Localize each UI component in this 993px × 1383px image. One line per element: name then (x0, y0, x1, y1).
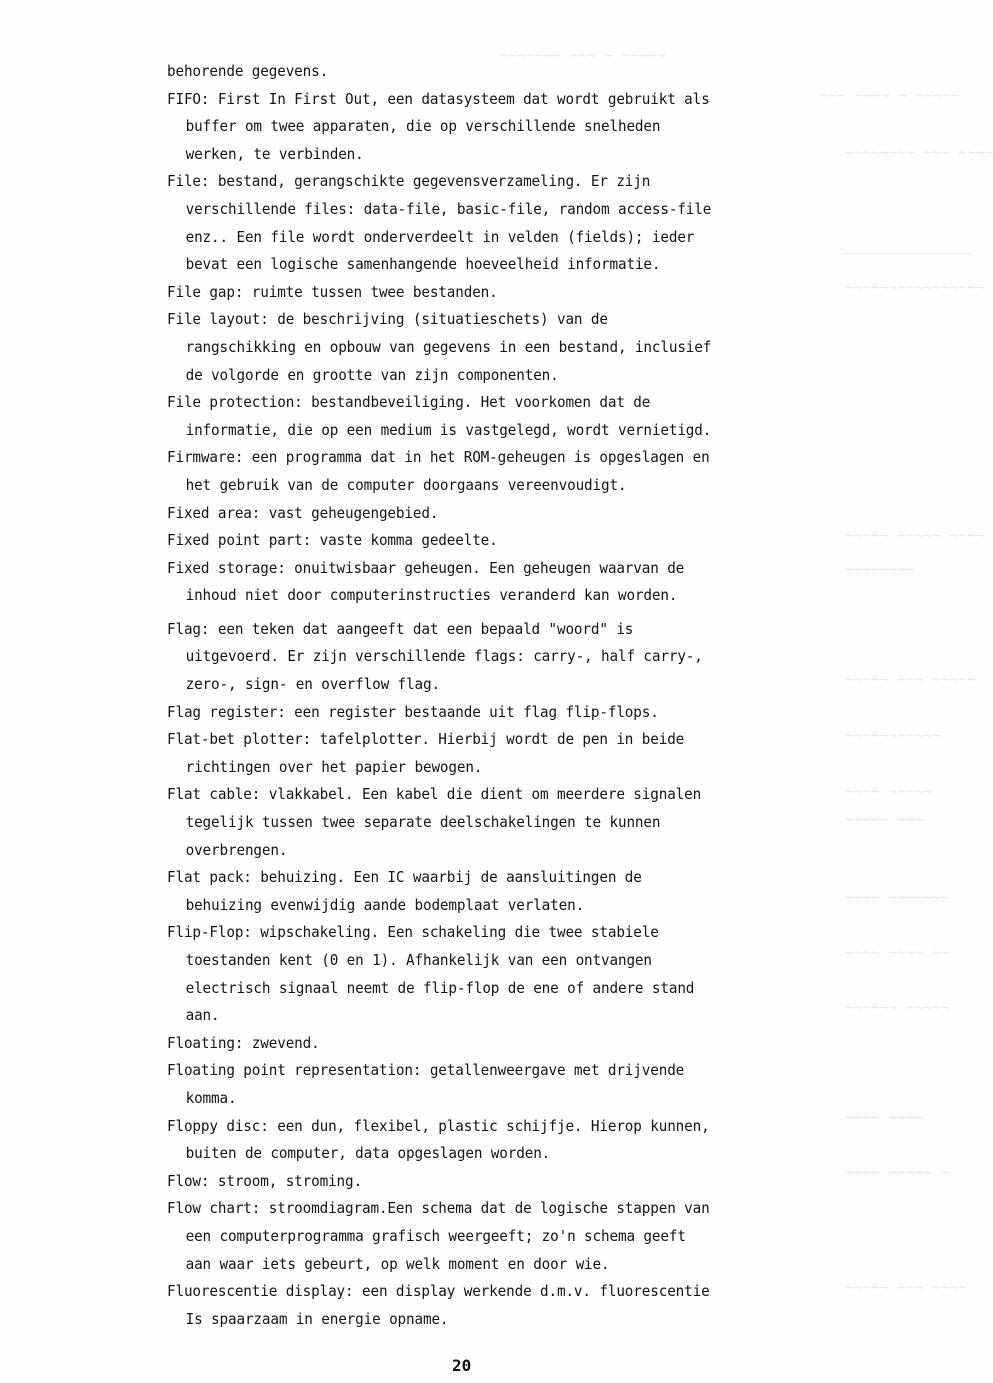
glossary-entry-line: Fixed area: vast geheugengebied. (167, 503, 439, 522)
glossary-entry-line: behorende gegevens. (167, 62, 329, 80)
glossary-entry-line: Flat cable: vlakkabel. Een kabel die dient om meerdere signalen (167, 785, 702, 804)
glossary-entry-line: Flow: stroom, stroming. (167, 1171, 362, 1190)
glossary-continuation-line: behuizing evenwijdig aande bodemplaat verlaten. (185, 895, 585, 914)
glossary-entry-line: File layout: de beschrijving (situatieschets) van de (167, 310, 608, 329)
glossary-continuation-line: buiten de computer, data opgeslagen worden. (185, 1144, 551, 1163)
glossary-entry-line: FIFO: First In First Out, een datasysteem dat wordt gebruikt als (167, 89, 710, 108)
glossary-entry-line: File gap: ruimte tussen twee bestanden. (167, 282, 498, 301)
glossary-entry-line: Fixed point part: vaste komma gedeelte. (167, 531, 498, 550)
glossary-entry-line: File protection: bestandbeveiliging. Het voorkomen dat de (167, 393, 651, 412)
glossary-entry-line: Firmware: een programma dat in het ROM-geheugen is opgeslagen en (167, 448, 710, 467)
glossary-continuation-line: electrisch signaal neemt de flip-flop de ene of andere stand (185, 978, 695, 997)
bleed-through-texture: ~~~~~~~ ~~~ ~ ~~~~~ ~~~ ~~~~ ~ ~~~~~ ~~~~~~~~ ~~~ ~~~~ ~~~~~~~~~~~~~~~~ ~~~~~ ~~~~~ ~~~~ ~~~~~~~~ ~~~~~ ~~~ ~~~~~ ~~~~~~~~~~~ ~~~~ ~~~~~ ~~~~~ ~~~ ~~~~ ~~~~~~~ ~~~~ ~~~~ ~~ ~~~~~~ ~~~~~ ~~~~ ~~~~ ~~~~ ~~~~~ ~ ~~~~~ ~~~ ~~~~ (500, 48, 993, 1296)
glossary-continuation-line: enz.. Een file wordt onderverdeelt in velden (fields); ieder (185, 227, 695, 246)
glossary-continuation-line: inhoud niet door computerinstructies veranderd kan worden. (185, 586, 678, 605)
glossary-entry-line: Fluorescentie display: een display werkende d.m.v. fluorescentie (167, 1282, 710, 1301)
glossary-continuation-line: aan. (185, 1006, 220, 1025)
glossary-continuation-line: tegelijk tussen twee separate deelschakelingen te kunnen (185, 813, 661, 832)
glossary-entry-line: File: bestand, gerangschikte gegevensverzameling. Er zijn (167, 172, 651, 191)
glossary-page-body (167, 58, 807, 1333)
page-number: 20 (452, 1356, 472, 1375)
glossary-entry-line: Flat pack: behuizing. Een IC waarbij de aansluitingen de (167, 868, 642, 887)
glossary-continuation-line: komma. (185, 1088, 237, 1107)
glossary-continuation-line: Is spaarzaam in energie opname. (185, 1309, 449, 1328)
glossary-continuation-line: toestanden kent (0 en 1). Afhankelijk van een ontvangen (185, 951, 652, 969)
glossary-continuation-line: buffer om twee apparaten, die op verschillende snelheden (185, 117, 661, 136)
glossary-continuation-line: rangschikking en opbouw van gegevens in een bestand, inclusief (185, 337, 712, 356)
glossary-continuation-line: informatie, die op een medium is vastgelegd, wordt vernietigd. (185, 420, 712, 439)
glossary-entry-line: Floating point representation: getallenweergave met drijvende (167, 1061, 685, 1080)
glossary-continuation-line: overbrengen. (185, 840, 288, 859)
glossary-entry-line: Flag: een teken dat aangeeft dat een bepaald "woord" is (167, 619, 634, 638)
glossary-continuation-line: verschillende files: data-file, basic-file, random access-file (185, 199, 712, 218)
glossary-continuation-line: aan waar iets gebeurt, op welk moment en door wie. (185, 1254, 610, 1273)
glossary-continuation-line: de volgorde en grootte van zijn componenten. (185, 365, 559, 384)
glossary-entry-line: Fixed storage: onuitwisbaar geheugen. Een geheugen waarvan de (167, 558, 685, 577)
glossary-entry-line: Floating: zwevend. (167, 1033, 320, 1052)
glossary-continuation-line: werken, te verbinden. (185, 144, 364, 163)
glossary-continuation-line: het gebruik van de computer doorgaans vereenvoudigt. (185, 475, 627, 494)
glossary-entry-line: Flag register: een register bestaande uit flag flip-flops. (167, 702, 659, 721)
glossary-continuation-line: bevat een logische samenhangende hoeveelheid informatie. (185, 255, 661, 274)
glossary-continuation-line: uitgevoerd. Er zijn verschillende flags: carry-, half carry-, (185, 647, 703, 666)
glossary-continuation-line: zero-, sign- en overflow flag. (185, 675, 440, 694)
glossary-entry-line: Flip-Flop: wipschakeling. Een schakeling die twee stabiele (167, 923, 659, 942)
glossary-entry-line: Flow chart: stroomdiagram.Een schema dat de logische stappen van (167, 1199, 710, 1218)
glossary-continuation-line: richtingen over het papier bewogen. (185, 757, 483, 776)
glossary-entry-line: Flat-bet plotter: tafelplotter. Hierbij wordt de pen in beide (167, 730, 685, 749)
glossary-entry-line: Floppy disc: een dun, flexibel, plastic schijfje. Hierop kunnen, (167, 1116, 710, 1135)
glossary-continuation-line: een computerprogramma grafisch weergeeft; zo'n schema geeft (185, 1226, 686, 1245)
bleed-through-rule (843, 253, 970, 254)
